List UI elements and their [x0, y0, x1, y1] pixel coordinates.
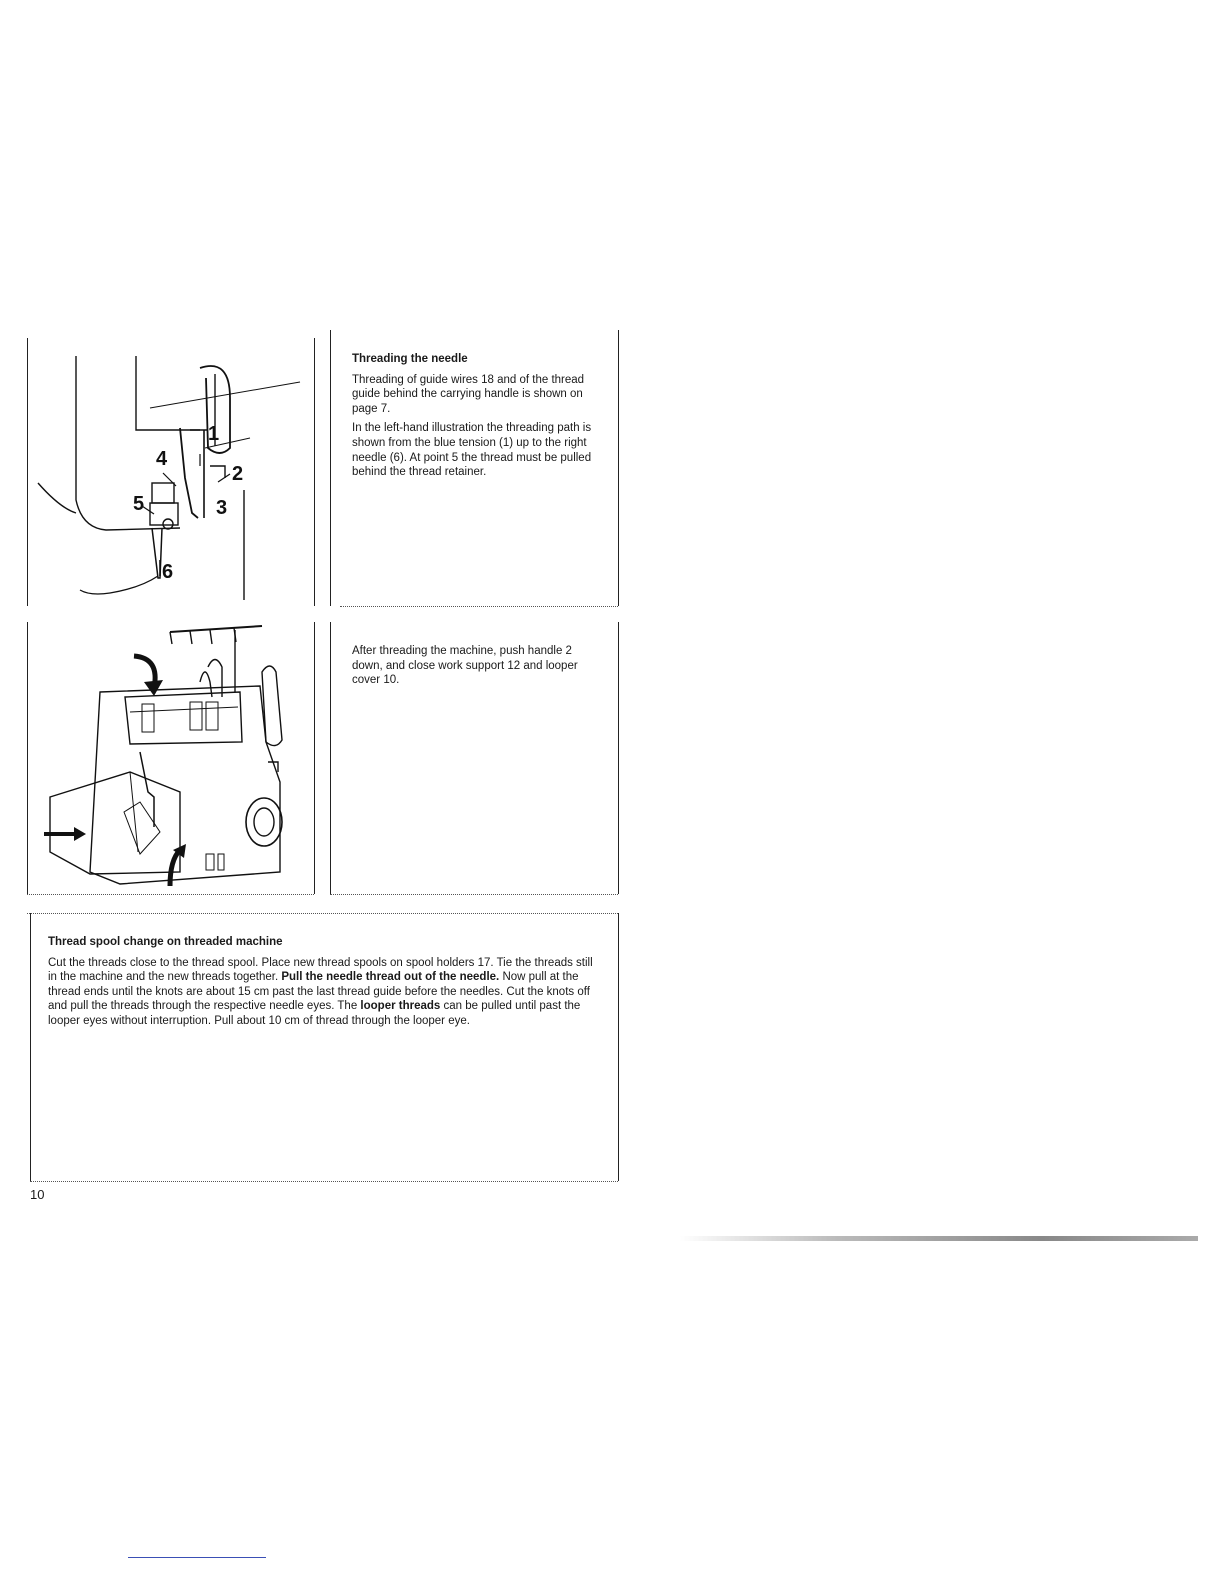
callout-3: 3: [216, 497, 228, 519]
scan-edge-bar: [680, 1236, 1198, 1241]
divider-top: [340, 606, 618, 607]
threading-needle-section: [352, 352, 602, 485]
frame-left-top: [27, 338, 28, 606]
threading-illustration: [30, 338, 312, 604]
callout-4: 4: [156, 448, 168, 470]
spool-change-run-2: Pull the needle thread out of the needle.: [281, 971, 500, 984]
divider-bottom: [30, 1181, 618, 1182]
frame-mid-top-a: [314, 338, 315, 606]
spool-change-body: [48, 956, 596, 1029]
frame-mid-mid-b: [330, 622, 331, 894]
threading-needle-paragraph-1: Threading of guide wires 18 and of the thread guide behind the carrying handle is shown on page 7.: [352, 373, 585, 415]
frame-mid-top-b: [330, 330, 331, 606]
frame-right-top: [618, 330, 619, 606]
frame-right-bottom: [618, 913, 619, 1181]
frame-right-mid: [618, 622, 619, 894]
frame-left-mid: [27, 622, 28, 894]
spool-change-run-5: can be pulled until past the looper eyes without interruption. Pull about 10 cm of thread through the looper eye.: [48, 1000, 581, 1027]
threading-needle-paragraph-2: In the left-hand illustration the threading path is shown from the blue tension (1) up to the right needle (6). At point 5 the thread must be pulled behind the thread retainer.: [352, 422, 592, 479]
scan-underline: [128, 1557, 266, 1558]
callout-6: 6: [162, 561, 174, 583]
spool-change-section: [48, 935, 596, 1034]
divider-mid-left: [27, 894, 314, 895]
after-threading-text: After threading the machine, push handle 2 down, and close work support 12 and looper cover 10.: [352, 645, 578, 687]
spool-change-run-3: Now pull at the thread ends until the knots are about 15 cm past the last thread guide before the needles. Cut the knots off and pull the threads through the respective needle eyes. The: [48, 971, 590, 1013]
frame-left-bottom: [30, 913, 31, 1181]
threading-needle-heading: Threading the needle: [352, 353, 468, 365]
frame-mid-mid-a: [314, 622, 315, 894]
callout-5: 5: [133, 493, 145, 515]
spool-change-run-1: Cut the threads close to the thread spool. Place new thread spools on spool holders 17. Tie the threads still in the machine and the new threads together.: [48, 956, 593, 984]
callout-1: 1: [208, 423, 220, 445]
divider-mid-right: [330, 894, 618, 895]
divider-section-top: [27, 913, 618, 914]
spool-change-heading: Thread spool change on threaded machine: [48, 936, 283, 948]
machine-illustration: [30, 622, 312, 892]
spool-change-run-4: looper threads: [360, 1000, 441, 1013]
page-number: 10: [30, 1187, 45, 1202]
callout-2: 2: [232, 463, 244, 485]
after-threading-section: [352, 644, 602, 693]
